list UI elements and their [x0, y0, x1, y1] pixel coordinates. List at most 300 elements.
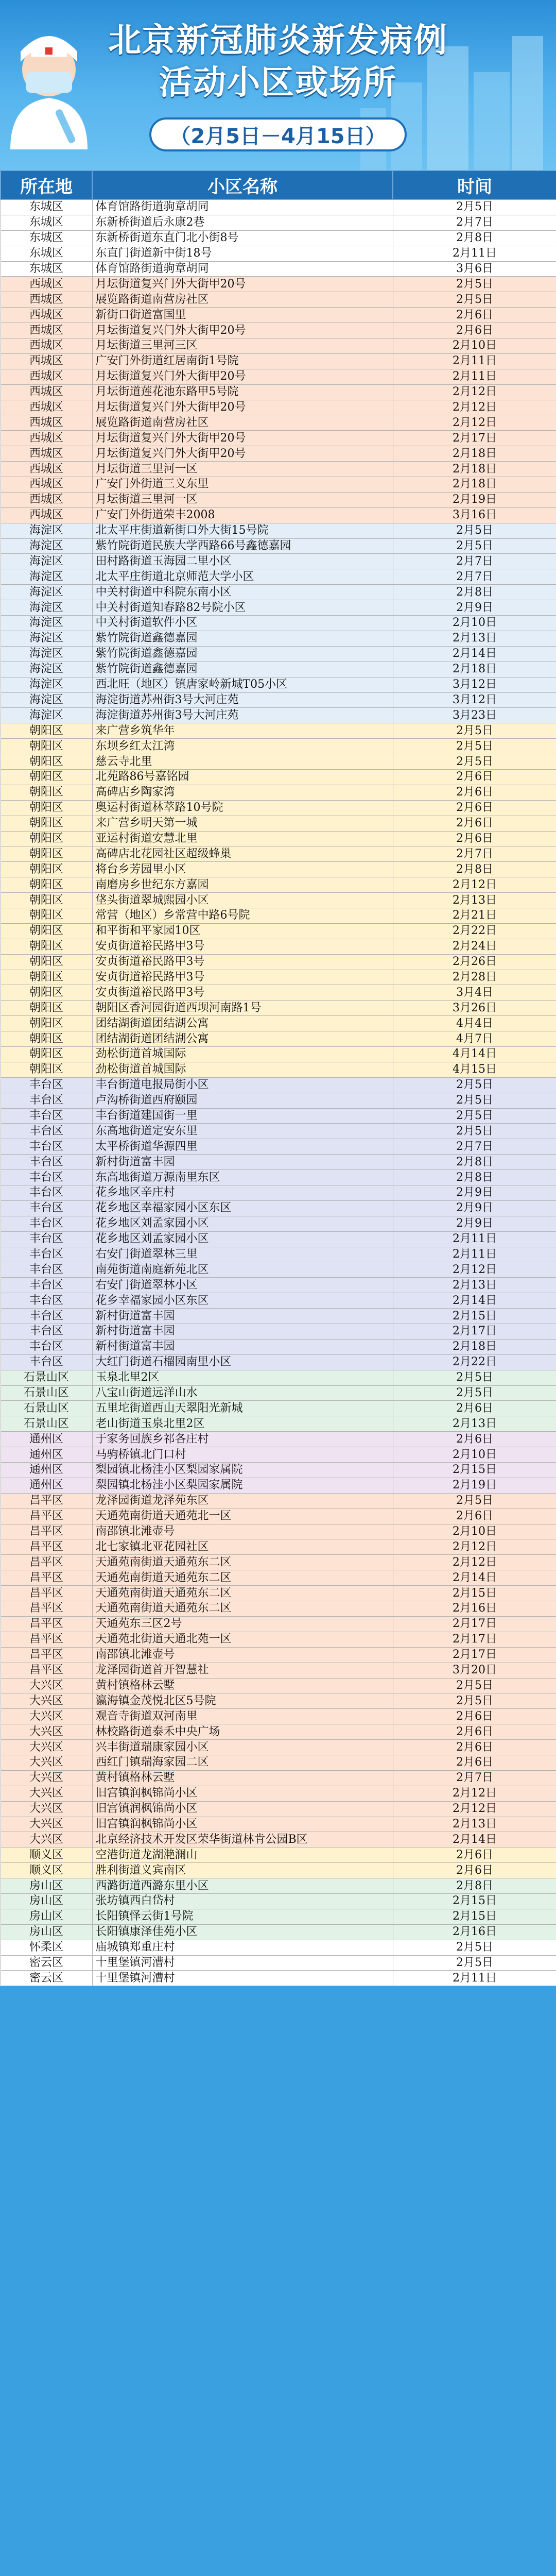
district-cell: 海淀区	[1, 692, 92, 708]
district-cell: 顺义区	[1, 1848, 92, 1863]
place-cell: 林校路街道泰禾中央广场	[92, 1724, 393, 1740]
date-cell: 2月11日	[393, 246, 556, 261]
district-cell: 通州区	[1, 1432, 92, 1447]
date-cell: 2月8日	[393, 585, 556, 600]
table-row	[1, 692, 556, 708]
place-cell: 天通苑南街道天通苑东二区	[92, 1601, 393, 1617]
district-cell: 西城区	[1, 477, 92, 493]
date-cell: 2月6日	[393, 1401, 556, 1416]
district-cell: 海淀区	[1, 600, 92, 616]
place-cell: 花乡地区刘孟家园小区	[92, 1231, 393, 1247]
district-cell: 丰台区	[1, 1354, 92, 1370]
date-cell: 2月5日	[393, 523, 556, 538]
district-cell: 大兴区	[1, 1709, 92, 1724]
place-cell: 广安门外街道荣丰2008	[92, 507, 393, 523]
table-row	[1, 1062, 556, 1077]
place-cell: 五里坨街道西山天翠阳光新城	[92, 1401, 393, 1416]
table-row	[1, 1077, 556, 1093]
table-row	[1, 1385, 556, 1401]
date-cell: 2月7日	[393, 554, 556, 569]
date-cell: 2月5日	[393, 277, 556, 292]
table-body	[1, 199, 556, 1986]
date-cell: 2月14日	[393, 1293, 556, 1309]
place-cell: 常营（地区）乡常营中路6号院	[92, 908, 393, 923]
date-cell: 2月6日	[393, 1509, 556, 1524]
district-cell: 海淀区	[1, 646, 92, 662]
place-cell: 花乡地区幸福家园小区东区	[92, 1200, 393, 1216]
district-cell: 丰台区	[1, 1247, 92, 1262]
place-cell: 紫竹院街道鑫德嘉园	[92, 662, 393, 677]
district-cell: 东城区	[1, 246, 92, 261]
place-cell: 中关村街道知春路82号院小区	[92, 600, 393, 616]
table-row	[1, 199, 556, 215]
table-row	[1, 646, 556, 662]
place-cell: 月坛街道复兴门外大街甲20号	[92, 431, 393, 446]
table-row	[1, 1740, 556, 1755]
place-cell: 十里堡镇河漕村	[92, 1955, 393, 1971]
date-cell: 2月18日	[393, 462, 556, 477]
place-cell: 月坛街道复兴门外大街甲20号	[92, 369, 393, 384]
date-cell: 2月7日	[393, 569, 556, 585]
place-cell: 月坛街道三里河三区	[92, 338, 393, 354]
table-row	[1, 1555, 556, 1570]
place-cell: 广安门外街道红居南街1号院	[92, 353, 393, 369]
date-cell: 2月11日	[393, 369, 556, 384]
date-cell: 2月13日	[393, 1278, 556, 1293]
table-row	[1, 1093, 556, 1108]
district-cell: 朝阳区	[1, 754, 92, 770]
district-cell: 房山区	[1, 1893, 92, 1909]
date-cell: 2月5日	[393, 1385, 556, 1401]
district-cell: 石景山区	[1, 1370, 92, 1385]
place-cell: 长阳镇康泽佳苑小区	[92, 1924, 393, 1940]
district-cell: 昌平区	[1, 1663, 92, 1678]
table-row	[1, 246, 556, 261]
district-cell: 密云区	[1, 1955, 92, 1971]
place-cell: 朝阳区香河园街道西坝河南路1号	[92, 1001, 393, 1016]
table-row	[1, 1955, 556, 1971]
place-cell: 梨园镇北杨洼小区梨园家属院	[92, 1478, 393, 1493]
date-cell: 2月11日	[393, 1247, 556, 1262]
date-range-badge: （2月5日－4月15日）	[149, 117, 407, 151]
place-cell: 高碑店北花园社区超级蜂巢	[92, 846, 393, 862]
table-row	[1, 1185, 556, 1201]
table-row	[1, 1447, 556, 1463]
table-row	[1, 230, 556, 246]
place-cell: 慈云寺北里	[92, 754, 393, 770]
district-cell: 丰台区	[1, 1185, 92, 1201]
table-row	[1, 939, 556, 954]
place-cell: 安贞街道裕民路甲3号	[92, 939, 393, 954]
date-cell: 2月10日	[393, 1447, 556, 1463]
date-cell: 2月12日	[393, 384, 556, 400]
date-cell: 2月12日	[393, 877, 556, 893]
date-cell: 2月7日	[393, 215, 556, 230]
district-cell: 丰台区	[1, 1124, 92, 1139]
district-cell: 西城区	[1, 323, 92, 338]
district-cell: 大兴区	[1, 1801, 92, 1817]
district-cell: 西城区	[1, 400, 92, 415]
date-cell: 2月13日	[393, 893, 556, 908]
date-cell: 2月6日	[393, 323, 556, 338]
district-cell: 昌平区	[1, 1601, 92, 1617]
table-row	[1, 1848, 556, 1863]
table-row	[1, 353, 556, 369]
district-cell: 西城区	[1, 446, 92, 462]
place-cell: 兴丰街道瑞康家园小区	[92, 1740, 393, 1755]
district-cell: 海淀区	[1, 523, 92, 538]
table-row	[1, 1231, 556, 1247]
district-cell: 朝阳区	[1, 893, 92, 908]
table-header-row	[1, 171, 556, 199]
place-cell: 于家务回族乡祁各庄村	[92, 1432, 393, 1447]
date-cell: 2月5日	[393, 1693, 556, 1709]
table-row	[1, 1632, 556, 1647]
table-row	[1, 1493, 556, 1509]
date-cell: 2月26日	[393, 954, 556, 970]
district-cell: 丰台区	[1, 1278, 92, 1293]
place-cell: 团结湖街道团结湖公寓	[92, 1016, 393, 1031]
place-cell: 东高地街道万源南里东区	[92, 1170, 393, 1185]
table-row	[1, 600, 556, 616]
district-cell: 西城区	[1, 462, 92, 477]
table-row	[1, 769, 556, 785]
table-row	[1, 846, 556, 862]
district-cell: 怀柔区	[1, 1940, 92, 1955]
date-cell: 2月17日	[393, 1324, 556, 1340]
district-cell: 昌平区	[1, 1616, 92, 1632]
date-cell: 2月14日	[393, 1832, 556, 1848]
table-row	[1, 908, 556, 923]
date-cell: 2月12日	[393, 1801, 556, 1817]
place-cell: 月坛街道莲花池东路甲5号院	[92, 384, 393, 400]
table-row	[1, 754, 556, 770]
table-row	[1, 1893, 556, 1909]
district-cell: 西城区	[1, 431, 92, 446]
table-row	[1, 677, 556, 692]
table-row	[1, 585, 556, 600]
place-cell: 紫竹院街道鑫德嘉园	[92, 631, 393, 646]
date-cell: 2月5日	[393, 292, 556, 308]
date-cell: 2月7日	[393, 1770, 556, 1786]
district-cell: 朝阳区	[1, 816, 92, 831]
place-cell: 马驹桥镇北门口村	[92, 1447, 393, 1463]
date-cell: 2月13日	[393, 1416, 556, 1432]
date-cell: 2月17日	[393, 1647, 556, 1663]
place-cell: 中关村街道软件小区	[92, 616, 393, 631]
table-row	[1, 323, 556, 338]
place-cell: 广安门外街道三义东里	[92, 477, 393, 493]
date-cell: 2月15日	[393, 1309, 556, 1324]
date-cell: 2月10日	[393, 1524, 556, 1539]
table-row	[1, 1601, 556, 1617]
district-cell: 房山区	[1, 1878, 92, 1894]
district-cell: 朝阳区	[1, 1062, 92, 1077]
district-cell: 朝阳区	[1, 846, 92, 862]
place-cell: 月坛街道复兴门外大街甲20号	[92, 277, 393, 292]
date-cell: 2月8日	[393, 1155, 556, 1170]
table-row	[1, 739, 556, 754]
district-cell: 朝阳区	[1, 954, 92, 970]
table-row	[1, 1339, 556, 1354]
table-row	[1, 1124, 556, 1139]
table-row	[1, 1278, 556, 1293]
place-cell: 展览路街道南营房社区	[92, 415, 393, 431]
table-row	[1, 1909, 556, 1924]
district-cell: 海淀区	[1, 631, 92, 646]
table-row	[1, 1016, 556, 1031]
table-row	[1, 1924, 556, 1940]
place-cell: 右安门街道翠林三里	[92, 1247, 393, 1262]
table-row	[1, 631, 556, 646]
place-cell: 丰台街道电报局街小区	[92, 1077, 393, 1093]
date-cell: 2月18日	[393, 477, 556, 493]
page-title: 北京新冠肺炎新发病例	[108, 22, 448, 60]
table-row	[1, 985, 556, 1001]
place-cell: 来广营乡筑华年	[92, 723, 393, 739]
place-cell: 和平街和平家园10区	[92, 923, 393, 939]
date-cell: 2月12日	[393, 400, 556, 415]
district-cell: 朝阳区	[1, 800, 92, 816]
district-cell: 朝阳区	[1, 1016, 92, 1031]
district-cell: 大兴区	[1, 1770, 92, 1786]
table-row	[1, 954, 556, 970]
district-cell: 丰台区	[1, 1108, 92, 1124]
place-cell: 观音寺街道双河南里	[92, 1709, 393, 1724]
date-cell: 2月9日	[393, 1200, 556, 1216]
district-cell: 昌平区	[1, 1524, 92, 1539]
district-cell: 顺义区	[1, 1863, 92, 1878]
date-cell: 2月7日	[393, 846, 556, 862]
district-cell: 昌平区	[1, 1632, 92, 1647]
page-subtitle: 活动小区或场所	[159, 64, 397, 102]
place-cell: 西潞街道西潞东里小区	[92, 1878, 393, 1894]
table-row	[1, 708, 556, 723]
place-cell: 月坛街道三里河一区	[92, 462, 393, 477]
table-row	[1, 785, 556, 800]
date-cell: 2月16日	[393, 1924, 556, 1940]
district-cell: 昌平区	[1, 1586, 92, 1601]
date-cell: 2月6日	[393, 1863, 556, 1878]
date-cell: 2月6日	[393, 1755, 556, 1770]
date-cell: 2月5日	[393, 538, 556, 554]
date-cell: 4月14日	[393, 1046, 556, 1062]
place-cell: 月坛街道三里河一区	[92, 492, 393, 507]
table-row	[1, 1832, 556, 1848]
table-row	[1, 1262, 556, 1278]
place-cell: 新村街道富丰园	[92, 1339, 393, 1354]
date-cell: 2月5日	[393, 1093, 556, 1108]
table-row	[1, 831, 556, 846]
district-cell: 丰台区	[1, 1139, 92, 1155]
table-row	[1, 1108, 556, 1124]
table-row	[1, 1663, 556, 1678]
table-row	[1, 1155, 556, 1170]
district-cell: 朝阳区	[1, 739, 92, 754]
district-cell: 丰台区	[1, 1324, 92, 1340]
table-row	[1, 1170, 556, 1185]
place-cell: 东坝乡红太江湾	[92, 739, 393, 754]
date-cell: 3月20日	[393, 1663, 556, 1678]
date-cell: 2月5日	[393, 723, 556, 739]
date-cell: 2月17日	[393, 1632, 556, 1647]
date-cell: 2月18日	[393, 1339, 556, 1354]
table-row	[1, 554, 556, 569]
district-cell: 海淀区	[1, 708, 92, 723]
place-cell: 旧宫镇润枫锦尚小区	[92, 1786, 393, 1801]
place-cell: 长阳镇怿云街1号院	[92, 1909, 393, 1924]
date-cell: 2月5日	[393, 1077, 556, 1093]
table-row	[1, 1139, 556, 1155]
date-cell: 2月17日	[393, 1616, 556, 1632]
place-cell: 奥运村街道林萃路10号院	[92, 800, 393, 816]
place-cell: 老山街道玉泉北里2区	[92, 1416, 393, 1432]
column-header-district: 所在地	[1, 171, 92, 199]
place-cell: 新村街道富丰园	[92, 1324, 393, 1340]
table-row	[1, 569, 556, 585]
district-cell: 朝阳区	[1, 1031, 92, 1047]
place-cell: 安贞街道裕民路甲3号	[92, 970, 393, 985]
table-row	[1, 1586, 556, 1601]
table-row	[1, 477, 556, 493]
district-cell: 大兴区	[1, 1740, 92, 1755]
district-cell: 朝阳区	[1, 923, 92, 939]
table-row	[1, 1570, 556, 1586]
table-row	[1, 523, 556, 538]
table-row	[1, 1046, 556, 1062]
place-cell: 紫竹院街道民族大学西路66号鑫德嘉园	[92, 538, 393, 554]
table-row	[1, 1524, 556, 1539]
place-cell: 大红门街道石榴园南里小区	[92, 1354, 393, 1370]
date-cell: 2月12日	[393, 415, 556, 431]
place-cell: 新街口街道富国里	[92, 308, 393, 323]
place-cell: 卢沟桥街道西府颐园	[92, 1093, 393, 1108]
date-cell: 2月28日	[393, 970, 556, 985]
place-cell: 庙城镇郑重庄村	[92, 1940, 393, 1955]
date-cell: 3月6日	[393, 261, 556, 277]
table-row	[1, 1370, 556, 1385]
district-cell: 东城区	[1, 215, 92, 230]
date-cell: 2月9日	[393, 1216, 556, 1231]
place-cell: 张坊镇西白岱村	[92, 1893, 393, 1909]
district-cell: 石景山区	[1, 1401, 92, 1416]
table-row	[1, 1200, 556, 1216]
column-header-date: 时间	[393, 171, 556, 199]
place-cell: 丰台街道建国街一里	[92, 1108, 393, 1124]
district-cell: 海淀区	[1, 538, 92, 554]
table-row	[1, 492, 556, 507]
date-cell: 2月15日	[393, 1586, 556, 1601]
cases-table-container	[0, 170, 556, 1986]
table-row	[1, 261, 556, 277]
table-row	[1, 1678, 556, 1693]
place-cell: 月坛街道复兴门外大街甲20号	[92, 400, 393, 415]
place-cell: 田村路街道玉海园二里小区	[92, 554, 393, 569]
place-cell: 安贞街道裕民路甲3号	[92, 954, 393, 970]
place-cell: 北太平庄街道新街口外大街15号院	[92, 523, 393, 538]
table-row	[1, 1401, 556, 1416]
district-cell: 海淀区	[1, 554, 92, 569]
date-cell: 2月5日	[393, 754, 556, 770]
district-cell: 海淀区	[1, 662, 92, 677]
table-row	[1, 292, 556, 308]
table-row	[1, 1001, 556, 1016]
table-row	[1, 723, 556, 739]
place-cell: 东高地街道定安东里	[92, 1124, 393, 1139]
district-cell: 密云区	[1, 1971, 92, 1986]
place-cell: 八宝山街道远洋山水	[92, 1385, 393, 1401]
date-cell: 2月5日	[393, 1370, 556, 1385]
date-cell: 2月10日	[393, 616, 556, 631]
date-cell: 3月16日	[393, 507, 556, 523]
district-cell: 昌平区	[1, 1570, 92, 1586]
district-cell: 丰台区	[1, 1093, 92, 1108]
date-cell: 2月12日	[393, 1555, 556, 1570]
place-cell: 劲松街道首城国际	[92, 1046, 393, 1062]
district-cell: 大兴区	[1, 1693, 92, 1709]
table-row	[1, 1817, 556, 1832]
district-cell: 东城区	[1, 261, 92, 277]
date-cell: 3月12日	[393, 692, 556, 708]
place-cell: 天通苑北街道天通北苑一区	[92, 1632, 393, 1647]
place-cell: 来广营乡明天第一城	[92, 816, 393, 831]
table-row	[1, 1940, 556, 1955]
date-cell: 2月22日	[393, 923, 556, 939]
date-cell: 2月6日	[393, 785, 556, 800]
table-row	[1, 415, 556, 431]
place-cell: 龙泽园街道首开智慧社	[92, 1663, 393, 1678]
table-row	[1, 1432, 556, 1447]
table-row	[1, 816, 556, 831]
table-row	[1, 369, 556, 384]
table-row	[1, 338, 556, 354]
district-cell: 海淀区	[1, 569, 92, 585]
date-cell: 2月5日	[393, 199, 556, 215]
table-row	[1, 538, 556, 554]
table-row	[1, 384, 556, 400]
date-cell: 2月5日	[393, 1940, 556, 1955]
district-cell: 大兴区	[1, 1817, 92, 1832]
date-cell: 2月18日	[393, 662, 556, 677]
table-row	[1, 1463, 556, 1478]
date-cell: 2月5日	[393, 739, 556, 754]
table-row	[1, 1539, 556, 1555]
table-row	[1, 1801, 556, 1817]
date-cell: 2月6日	[393, 308, 556, 323]
district-cell: 朝阳区	[1, 1001, 92, 1016]
district-cell: 大兴区	[1, 1724, 92, 1740]
date-cell: 2月8日	[393, 230, 556, 246]
place-cell: 将台乡芳园里小区	[92, 862, 393, 877]
date-cell: 2月10日	[393, 338, 556, 354]
date-cell: 2月5日	[393, 1493, 556, 1509]
district-cell: 海淀区	[1, 585, 92, 600]
date-cell: 2月15日	[393, 1909, 556, 1924]
date-cell: 2月8日	[393, 1170, 556, 1185]
place-cell: 西红门镇瑞海家园二区	[92, 1755, 393, 1770]
place-cell: 花乡幸福家园小区东区	[92, 1293, 393, 1309]
place-cell: 体育馆路街道驹章胡同	[92, 199, 393, 215]
place-cell: 东直门街道新中街18号	[92, 246, 393, 261]
table-row	[1, 893, 556, 908]
district-cell: 朝阳区	[1, 985, 92, 1001]
column-header-place: 小区名称	[92, 171, 393, 199]
table-row	[1, 1324, 556, 1340]
date-cell: 2月17日	[393, 431, 556, 446]
place-cell: 胜利街道义宾南区	[92, 1863, 393, 1878]
date-cell: 2月5日	[393, 1108, 556, 1124]
date-cell: 2月6日	[393, 769, 556, 785]
